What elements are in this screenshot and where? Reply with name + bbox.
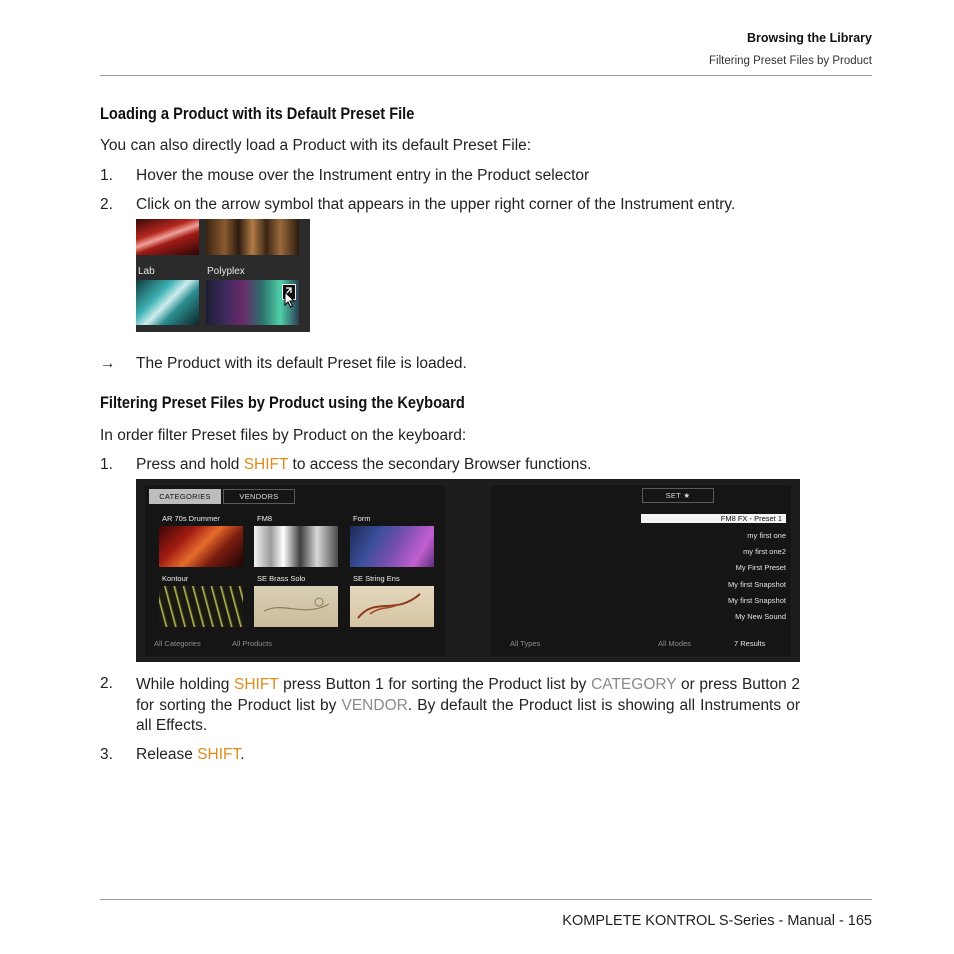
step-text: Click on the arrow symbol that appears in the upper right corner of the Instrument entry. (136, 196, 736, 213)
instrument-thumbnail (206, 219, 299, 255)
product-label: AR 70s Drummer (162, 514, 220, 523)
key-shift: SHIFT (234, 676, 279, 693)
running-header-section: Filtering Preset Files by Product (709, 55, 872, 67)
section1-intro: You can also directly load a Product with its default Preset File: (100, 137, 532, 154)
header-rule (100, 75, 872, 76)
step-number: 1. (100, 167, 113, 184)
filter-all-types[interactable]: All Types (510, 639, 541, 648)
tab-categories[interactable]: CATEGORIES (149, 489, 221, 504)
set-favorite-button[interactable]: SET ★ (642, 488, 714, 503)
tile-label-lab: Lab (138, 266, 155, 277)
product-label: SE Brass Solo (257, 574, 306, 583)
step-text (136, 746, 245, 764)
filter-all-modes[interactable]: All Modes (658, 639, 691, 648)
product-thumbnail[interactable] (159, 586, 243, 627)
filter-all-categories[interactable]: All Categories (154, 639, 201, 648)
string-ornament-icon (350, 586, 434, 627)
results-list (626, 513, 786, 633)
product-label: FM8 (257, 514, 272, 523)
tab-vendors[interactable]: VENDORS (223, 489, 295, 504)
step-number: 3. (100, 746, 113, 763)
product-thumbnail[interactable] (159, 526, 243, 567)
result-item-selected[interactable]: FM8 FX - Preset 1 (641, 514, 786, 523)
results-count: 7 Results (734, 639, 766, 648)
instrument-thumbnail-lab[interactable] (136, 280, 199, 325)
product-label: Kontour (162, 574, 189, 583)
mouse-cursor-icon (284, 291, 296, 309)
section-heading-filtering-keyboard: Filtering Preset Files by Product using the Keyboard (100, 393, 465, 412)
left-display (145, 485, 445, 656)
filter-all-products[interactable]: All Products (232, 639, 273, 648)
right-display (491, 485, 791, 656)
step-text-part: press Button 1 for sorting the Product list by (278, 676, 592, 693)
section-heading-loading-product: Loading a Product with its Default Preset File (100, 104, 415, 123)
step-text (136, 675, 800, 737)
result-item[interactable]: my first one (747, 531, 786, 540)
product-selector-screenshot (136, 219, 310, 332)
instrument-thumbnail (136, 219, 199, 255)
result-item[interactable]: My first Snapshot (728, 596, 786, 605)
step-text (136, 456, 591, 474)
key-vendor: VENDOR (341, 696, 408, 714)
step-text-part: or press Button 2 for sorting the Product list by (136, 676, 801, 714)
brass-swirl-icon (254, 586, 338, 627)
step-text-part: While holding (136, 676, 235, 693)
step-text-part: . By default the Product list is showing all Instruments or all Effects. (136, 696, 800, 734)
step-text-part: to access the secondary Browser functions. (288, 456, 592, 473)
result-item[interactable]: my first one2 (743, 547, 786, 556)
key-category: CATEGORY (591, 676, 677, 693)
product-thumbnail[interactable] (254, 586, 338, 627)
product-thumbnail[interactable] (254, 526, 338, 567)
result-arrow: → (100, 355, 116, 372)
running-header-chapter: Browsing the Library (746, 31, 872, 45)
instrument-thumbnail-polyplex[interactable] (206, 280, 299, 325)
step-text-part: . (240, 746, 245, 763)
step-text: Hover the mouse over the Instrument entry in the Product selector (136, 167, 590, 184)
keyboard-display-screenshot (136, 479, 800, 662)
product-label: Form (353, 514, 371, 523)
product-thumbnail[interactable] (350, 526, 434, 567)
key-shift: SHIFT (197, 746, 241, 763)
step-number: 1. (100, 456, 113, 473)
page-footer: KOMPLETE KONTROL S-Series - Manual - 165 (562, 913, 872, 929)
step-text-part: Release (136, 746, 198, 763)
result-text: The Product with its default Preset file is loaded. (136, 355, 467, 372)
step-number: 2. (100, 675, 113, 692)
product-thumbnail[interactable] (350, 586, 434, 627)
step-text-part: Press and hold (136, 456, 244, 473)
key-shift: SHIFT (243, 456, 289, 473)
result-item[interactable]: My New Sound (735, 612, 786, 621)
footer-rule (100, 899, 872, 900)
section2-intro: In order filter Preset files by Product on the keyboard: (100, 427, 467, 444)
product-label: SE String Ens (353, 574, 400, 583)
result-item[interactable]: My first Snapshot (728, 580, 786, 589)
step-number: 2. (100, 196, 113, 213)
tile-label-polyplex: Polyplex (207, 266, 245, 277)
result-item[interactable]: My First Preset (735, 563, 786, 572)
